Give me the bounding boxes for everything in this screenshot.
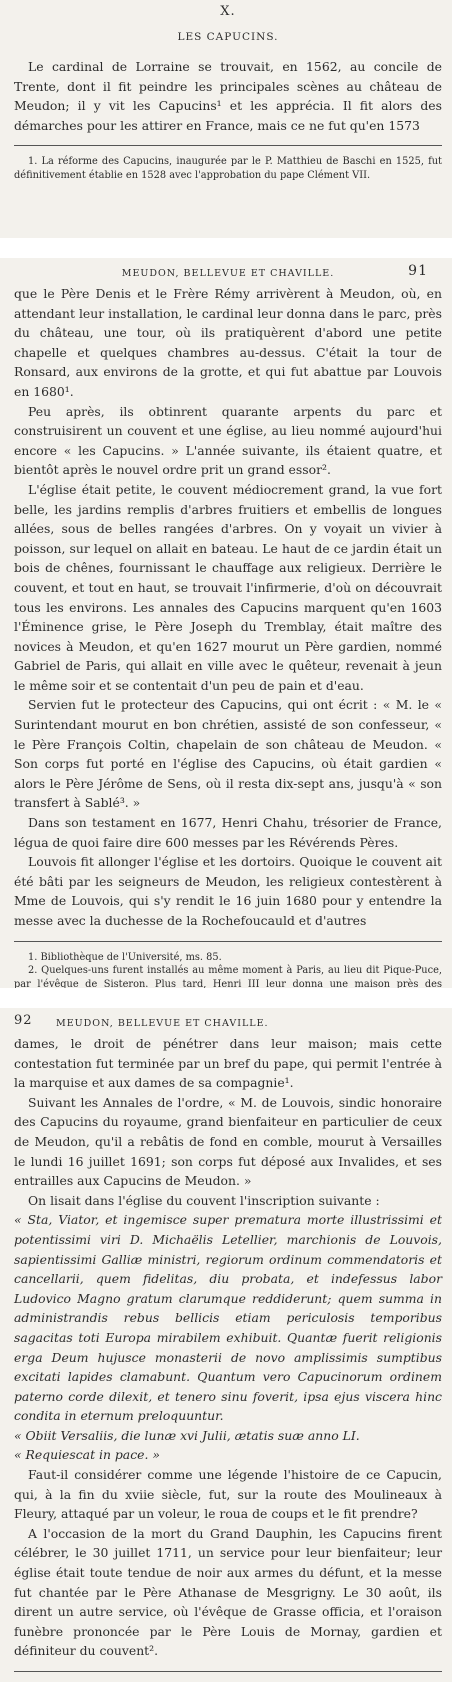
footnote-rule xyxy=(14,941,442,942)
paragraph: Le cardinal de Lorraine se trouvait, en 1562, au concile de Trente, dont il fit peindre les principales scènes au château de Meudon; il y vit les Capucins¹ et les apprécia. Il fit alors des démarches pour les attirer en France, mais ce ne fut qu'en 1573 xyxy=(14,59,442,133)
running-head-title: MEUDON, BELLEVUE ET CHAVILLE. xyxy=(56,1018,269,1029)
paragraph: Dans son testament en 1677, Henri Chahu, trésorier de France, légua de quoi faire dire 600 messes par les Révérends Pères. xyxy=(14,815,442,850)
page-number: 91 xyxy=(408,263,428,279)
paragraph: Louvois fit allonger l'église et les dortoirs. Quoique le couvent ait été bâti par les seigneurs de Meudon, les religieux contestèrent à Mme de Louvois, qui s'y rendit le 16 juin 1680 pour y entendre la messe avec la duchesse de la Rochefoucauld et d'autres xyxy=(14,854,442,928)
paragraph: que le Père Denis et le Frère Rémy arrivèrent à Meudon, où, en attendant leur installation, le cardinal leur donna dans le parc, près du château, une tour, où ils pratiquèrent d'abord une petite chapelle et quelques chambres au-dessus. C'était la tour de Ronsard, aux environs de la grotte, et qui fut abattue par Louvois en 1680¹. xyxy=(14,286,442,399)
paragraph: L'église était petite, le couvent médiocrement grand, la vue fort belle, les jardins remplis d'arbres fruitiers et embellis de longues allées, sous de belles rangées d'arbres. On y voyait un vivier à poisson, sur lequel on allait en bateau. Le haut de ce jardin était un bois de chênes, fournissant le chauffage aux religieux. Derrière le couvent, et tout en haut, se trouvait l'infirmerie, d'où on découvrait tous les environs. Les annales des Capucins marquent qu'en 1603 l'Éminence grise, le Père Joseph du Tremblay, était maître des novices à Meudon, et qu'en 1627 mourut un Père gardien, nommé Gabriel de Paris, qui allait en ville avec le quêteur, revenait à jeun le même soir et se contentait d'un peu de pain et d'eau. xyxy=(14,481,442,693)
running-head-title: MEUDON, BELLEVUE ET CHAVILLE. xyxy=(121,268,335,279)
footnote: 1. La réforme des Capucins, inaugurée par le P. Matthieu de Baschi en 1525, fut définitivement établie en 1528 avec l'approbation du pape Clément VII. xyxy=(14,156,442,181)
footnote: 2. Quelques-uns furent installés au même moment à Paris, au lieu dit Pique-Puce, par l'évêque de Sisteron. Plus tard, Henri III leur donna une maison près des xyxy=(14,965,442,988)
page-number: 92 xyxy=(14,1013,33,1028)
inscription-text: « Obiit Versaliis, die lunæ xvi Julii, ætatis suæ anno LI. xyxy=(14,1427,360,1443)
page-2 xyxy=(0,258,452,988)
page-2-body xyxy=(14,284,442,931)
inscription-text: « Sta, Viator, et ingemisce super prematura morte illustrissimi et potentissimi viri D. Michaëlis Letellier, marchionis de Louvois, sapientissimi Galliæ ministri, regiorum ordinum commendatoris et cancellarii, quem fidelitas, diu probata, et indefessus labor Ludovico Magno gratum clarumque reddiderunt; quem summa in administrandis rebus bellicis etiam periculosis temporibus sagacitas toti Europa mirabilem exhibuit. Quantæ fuerit religionis erga Deum hujusce monasterii de novo amplissimis sumptibus excitati lapides clamabunt. Quantum vero Capucinorum ordinem paterno corde dilexit, et tenero sinu foverit, ipsa ejus viscera hinc condita in eternum preloquuntur. xyxy=(14,1212,442,1424)
chapter-title: LES CAPUCINS. xyxy=(177,31,279,43)
page-1-body xyxy=(14,57,442,135)
running-head xyxy=(14,1008,442,1034)
paragraph: Faut-il considérer comme une légende l'histoire de ce Capucin, qui, à la fin du xviie siècle, fut, sur la route des Moulineaux à Fleury, attaqué par un voleur, le roua de coups et le fit prendre? xyxy=(14,1467,442,1522)
paragraph: On lisait dans l'église du couvent l'inscription suivante : xyxy=(28,1192,380,1208)
inscription-text: « Requiescat in pace. » xyxy=(14,1447,160,1463)
chapter-number: X. xyxy=(220,4,236,19)
paragraph: Servien fut le protecteur des Capucins, qui ont écrit : « M. le « Surintendant mourut en bon chrétien, assisté de son confesseur, « le Père François Coltin, chapelain de son château de Meudon. « Son corps fut porté en l'église des Capucins, où était gardien « alors le Père Jérôme de Sens, où il resta dix-sept ans, jusqu'à « son transfert à Sablé³. » xyxy=(14,697,442,811)
paragraph: Peu après, ils obtinrent quarante arpents du parc et construisirent un couvent et une église, au lieu nommé aujourd'hui encore « les Capucins. » L'année suivante, ils étaient quatre, et bientôt après le nouvel ordre prit un grand essor². xyxy=(14,403,442,478)
footnote-rule xyxy=(14,1671,442,1672)
footnote-rule xyxy=(14,145,442,146)
page-3-body xyxy=(14,1034,442,1661)
paragraph: dames, le droit de pénétrer dans leur maison; mais cette contestation fut terminée par un bref du pape, qui permit l'entrée à la marquise et aux dames de sa compagnie¹. xyxy=(14,1036,442,1091)
footnotes xyxy=(14,155,442,182)
running-head xyxy=(14,258,442,284)
page-3 xyxy=(0,1008,452,1682)
footnotes xyxy=(14,951,442,988)
paragraph: Suivant les Annales de l'ordre, « M. de Louvois, sindic honoraire des Capucins du royaume, grand bienfaiteur en particulier de ceux de Meudon, qu'il a rebâtis de fond en comble, mourut à Versailles le lundi 16 juillet 1691; son corps fut déposé aux Invalides, et ses entrailles aux Capucins de Meudon. » xyxy=(14,1094,442,1189)
footnote: 1. Bibliothèque de l'Université, ms. 85. xyxy=(28,951,222,963)
page-1 xyxy=(0,0,452,238)
paragraph: A l'occasion de la mort du Grand Dauphin, les Capucins firent célébrer, le 30 juillet 1711, un service pour leur bienfaiteur; leur église était toute tendue de noir aux armes du défunt, et la messe fut chantée par le Père Athanase de Mesgrigny. Le 30 août, ils dirent un autre service, où l'évêque de Grasse officia, et l'oraison funèbre prononcée par le Père Louis de Mornay, gardien et définiteur du couvent². xyxy=(14,1525,442,1659)
